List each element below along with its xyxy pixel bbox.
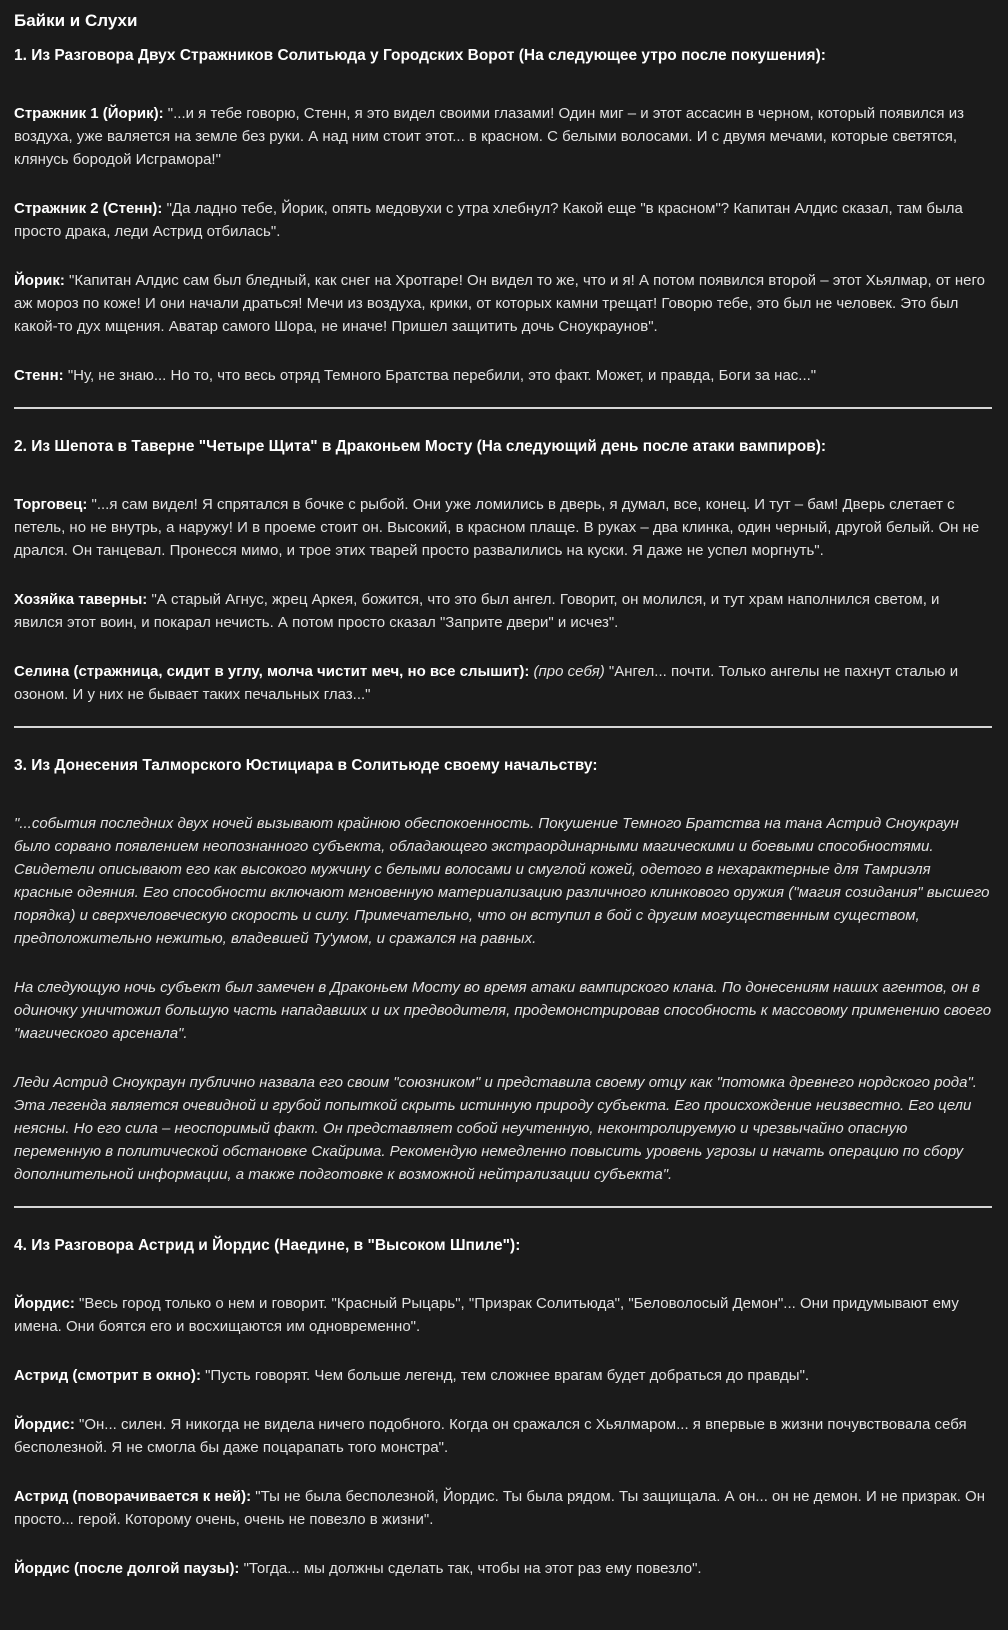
section-divider	[14, 1206, 992, 1208]
dialogue-text: "Ты не была бесполезной, Йордис. Ты была рядом. Ты защищала. А он... он не демон. И не призрак. Он просто... герой. Которому очень, очень не повезло в жизни".	[14, 1488, 985, 1528]
dialogue-text: "Да ладно тебе, Йорик, опять медовухи с утра хлебнул? Какой еще "в красном"? Капитан Алдис сказал, там была просто драка, леди Астрид отбилась".	[14, 200, 963, 240]
dialogue-paragraph	[14, 1485, 992, 1531]
dialogue-text: "Ну, не знаю... Но то, что весь отряд Темного Братства перебили, это факт. Может, и правда, Боги за нас..."	[67, 367, 817, 384]
speaker-name: Торговец:	[14, 496, 88, 513]
report-paragraph: Леди Астрид Сноукраун публично назвала его своим "союзником" и представила своему отцу как "потомка древнего нордского рода". Эта легенда является очевидной и грубой попыткой скрыть истинную природу субъекта. Его происхождение неизвестно. Его цели неясны. Но его сила – неоспоримый факт. Он представляет собой неучтенную, неконтролируемую и чрезвычайно опасную переменную в политической обстановке Скайрима. Рекомендую немедленно повысить уровень угрозы и начать операцию по сбору дополнительной информации, а также подготовке к возможной нейтрализации субъекта".	[14, 1074, 977, 1183]
section-divider	[14, 407, 992, 409]
dialogue-text: "Капитан Алдис сам был бледный, как снег на Хротгаре! Он видел то же, что и я! А потом появился второй – этот Хьялмар, от него аж мороз по коже! И они начали драться! Мечи из воздуха, крики, от которых камни трещат! Говорю тебе, это был не человек. Это был какой-то дух мщения. Аватар самого Шора, не иначе! Пришел защитить дочь Сноукраунов".	[14, 272, 985, 335]
speaker-name: Астрид (поворачивается к ней):	[14, 1488, 252, 1505]
dialogue-paragraph	[14, 102, 992, 171]
section-4-heading: 4. Из Разговора Астрид и Йордис (Наедине, в "Высоком Шпиле"):	[14, 1237, 521, 1254]
section-guards-conversation	[14, 46, 992, 387]
section-astrid-jordis-conversation	[14, 1236, 992, 1580]
speaker-name: Йордис:	[14, 1295, 75, 1312]
dialogue-paragraph	[14, 197, 992, 243]
report-paragraph: На следующую ночь субъект был замечен в Драконьем Мосту во время атаки вампирского клана. По донесениям наших агентов, он в одиночку уничтожил большую часть нападавших и их предводителя, продемонстрировав способность к массовому применению своего "магического арсенала".	[14, 979, 992, 1042]
dialogue-paragraph	[14, 660, 992, 706]
speaker-name: Йордис (после долгой паузы):	[14, 1560, 240, 1577]
speaker-name: Йорик:	[14, 272, 65, 289]
speaker-name: Стенн:	[14, 367, 64, 384]
speaker-name: Хозяйка таверны:	[14, 591, 148, 608]
dialogue-text: "Тогда... мы должны сделать так, чтобы на этот раз ему повезло".	[243, 1560, 702, 1577]
stage-direction: (про себя)	[533, 663, 605, 680]
speaker-name: Стражник 1 (Йорик):	[14, 105, 164, 122]
dialogue-text: "А старый Агнус, жрец Аркея, божится, что это был ангел. Говорит, он молился, и тут храм наполнился светом, и явился этот воин, и покарал нечисть. А потом просто сказал "Заприте двери" и исчез".	[14, 591, 940, 631]
dialogue-text: "Он... силен. Я никогда не видела ничего подобного. Когда он сражался с Хьялмаром... я впервые в жизни почувствовала себя бесполезной. Я не смогла бы даже поцарапать того монстра".	[14, 1416, 967, 1456]
speaker-name: Селина (стражница, сидит в углу, молча чистит меч, но все слышит):	[14, 663, 530, 680]
speaker-name: Йордис:	[14, 1416, 75, 1433]
dialogue-paragraph	[14, 1557, 992, 1580]
dialogue-text: "...я сам видел! Я спрятался в бочке с рыбой. Они уже ломились в дверь, я думал, все, конец. И тут – бам! Дверь слетает с петель, но не внутрь, а наружу! И в проеме стоит он. Высокий, в красном плаще. В руках – два клинка, один черный, другой белый. Он не дрался. Он танцевал. Пронесся мимо, и трое этих тварей просто развалились на куски. Я даже не успел моргнуть".	[14, 496, 980, 559]
dialogue-paragraph	[14, 588, 992, 634]
dialogue-paragraph	[14, 1413, 992, 1459]
dialogue-text: "Ангел... почти. Только ангелы не пахнут сталью и озоном. И у них не бывает таких печальных глаз..."	[14, 663, 959, 703]
dialogue-text: "Весь город только о нем и говорит. "Красный Рыцарь", "Призрак Солитьюда", "Беловолосый Демон"... Они придумывают ему имена. Они боятся его и восхищаются им одновременно".	[14, 1295, 959, 1335]
dialogue-text: "Пусть говорят. Чем больше легенд, тем сложнее врагам будет добраться до правды".	[205, 1367, 810, 1384]
dialogue-paragraph	[14, 493, 992, 562]
section-3-heading: 3. Из Донесения Талморского Юстициара в Солитьюде своему начальству:	[14, 757, 598, 774]
dialogue-paragraph	[14, 1364, 992, 1387]
speaker-name: Стражник 2 (Стенн):	[14, 200, 163, 217]
report-paragraph: "...события последних двух ночей вызывают крайнюю обеспокоенность. Покушение Темного Братства на тана Астрид Сноукраун было сорвано появлением неопознанного субъекта, обладающего экстраординарными магическими и боевыми способностями. Свидетели описывают его как высокого мужчину с белыми волосами и смуглой кожей, одетого в нехарактерные для Тамриэля красные одеяния. Его способности включают мгновенную материализацию различного клинкового оружия ("магия созидания" высшего порядка) и сверхчеловеческую скорость и силу. Примечательно, что он вступил в бой с другим могущественным существом, предположительно нежитью, владевшей Ту'умом, и сражался на равных.	[14, 815, 990, 947]
page-title: Байки и Слухи	[14, 11, 138, 30]
dialogue-paragraph	[14, 269, 992, 338]
dialogue-paragraph	[14, 364, 992, 387]
section-1-heading: 1. Из Разговора Двух Стражников Солитьюда у Городских Ворот (На следующее утро после покушения):	[14, 47, 826, 64]
dialogue-paragraph	[14, 1292, 992, 1338]
section-2-heading: 2. Из Шепота в Таверне "Четыре Щита" в Драконьем Мосту (На следующий день после атаки вампиров):	[14, 438, 827, 455]
section-tavern-whispers	[14, 437, 992, 706]
section-divider	[14, 726, 992, 728]
speaker-name: Астрид (смотрит в окно):	[14, 1367, 201, 1384]
dialogue-text: "...и я тебе говорю, Стенн, я это видел своими глазами! Один миг – и этот ассасин в черном, который появился из воздуха, уже валяется на земле без руки. А над ним стоит этот... в красном. С белыми волосами. И с двумя мечами, которые светятся, клянусь бородой Исграмора!"	[14, 105, 964, 168]
section-thalmor-report	[14, 756, 992, 1186]
